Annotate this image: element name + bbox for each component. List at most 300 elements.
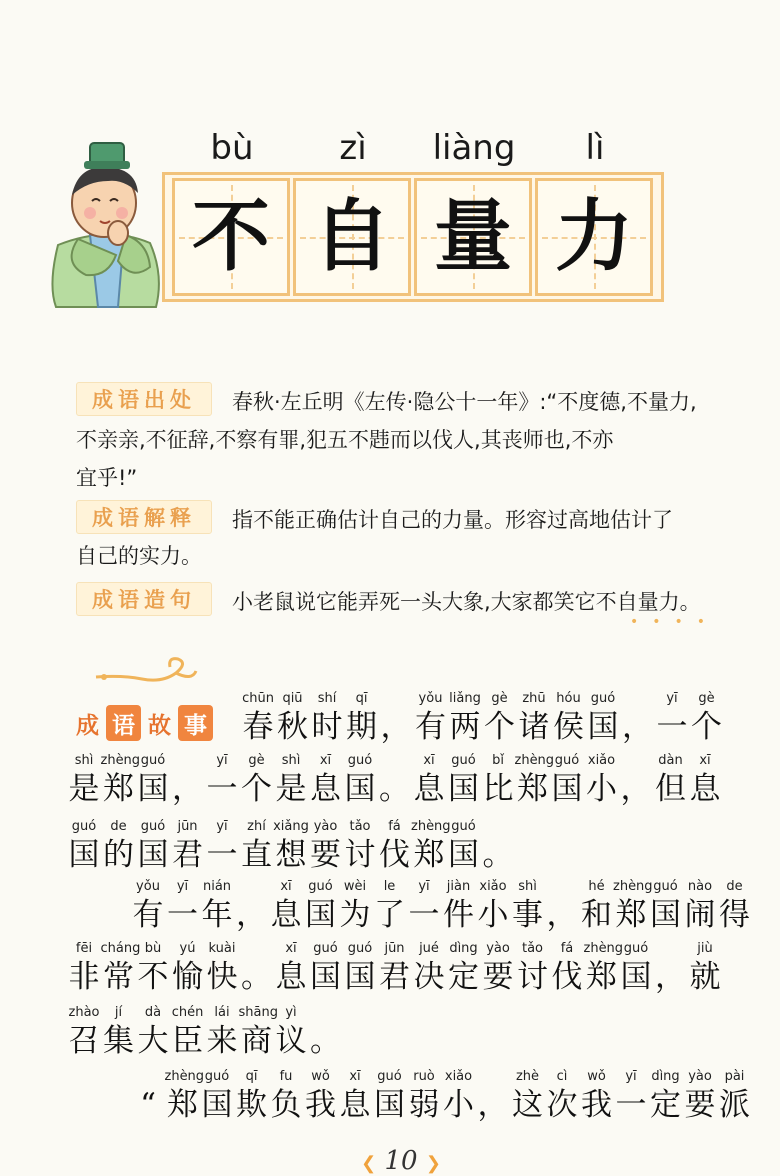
story-char-hanzi: 派: [719, 1087, 750, 1123]
story-char-hanzi: 国: [587, 709, 619, 745]
story-char: [170, 940, 206, 996]
story-char: [717, 878, 753, 934]
story-char: [100, 940, 141, 996]
source-line-3: 宜乎!”: [76, 466, 138, 490]
story-char: [377, 752, 413, 808]
story-char-hanzi: ，: [622, 709, 653, 745]
story-char-pinyin: xiǎo: [479, 879, 507, 894]
source-line-1: 春秋·左丘明《左传·隐公十一年》:“不度德,不量力,: [232, 390, 697, 414]
story-char: [273, 940, 309, 996]
story-char-hanzi: 郑: [517, 771, 548, 807]
story-char-pinyin: [308, 1004, 344, 1022]
story-char-pinyin: [653, 940, 689, 958]
title-pinyin-2: zì: [339, 128, 367, 168]
title-char-box-4: [535, 178, 653, 296]
story-char-hanzi: 非: [68, 959, 100, 995]
story-char-pinyin: chūn: [242, 691, 274, 706]
story-char: [406, 1068, 442, 1124]
story-char: [510, 1068, 546, 1124]
story-char-pinyin: de: [726, 879, 743, 894]
story-char-hanzi: 件: [443, 897, 474, 933]
story-char-hanzi: 国: [137, 771, 169, 807]
story-char-pinyin: [239, 940, 275, 958]
story-char: [66, 752, 102, 808]
story-char-hanzi: 息: [689, 771, 721, 807]
story-char-hanzi: 国: [448, 771, 479, 807]
story-char-pinyin: zhào: [68, 1005, 100, 1020]
story-char-pinyin: dàn: [658, 753, 683, 768]
story-char-pinyin: guó: [554, 753, 580, 768]
story-char-hanzi: 常: [103, 959, 134, 995]
story-char: [101, 818, 137, 874]
story-char: [135, 1004, 171, 1060]
story-char-pinyin: fēi: [75, 941, 93, 956]
story-char: [579, 878, 615, 934]
story-char-hanzi: 息: [413, 771, 445, 807]
story-char-pinyin: guó: [451, 753, 476, 768]
story-char-hanzi: 两: [449, 709, 481, 745]
story-char-hanzi: 国: [650, 897, 681, 933]
story-char-hanzi: 讨: [344, 837, 376, 873]
story-char-hanzi: 定: [448, 959, 479, 995]
story-char: [308, 818, 344, 874]
story-char-hanzi: 我: [305, 1087, 336, 1123]
story-char: [446, 940, 482, 996]
story-char: [446, 752, 482, 808]
story-char: [682, 1068, 718, 1124]
title-char-2: 自: [312, 192, 391, 282]
story-char-pinyin: yī: [625, 1069, 637, 1084]
story-char-pinyin: xī: [280, 879, 292, 894]
story-char-pinyin: zhèng: [100, 753, 141, 768]
story-char-pinyin: jué: [419, 941, 439, 956]
story-char: [309, 690, 345, 746]
story-char-hanzi: 想: [275, 837, 307, 873]
story-char: [482, 690, 518, 746]
story-char-pinyin: fá: [560, 941, 574, 956]
story-char-hanzi: 国: [68, 837, 100, 873]
story-char: [165, 878, 201, 934]
story-char-pinyin: jiù: [697, 941, 713, 956]
story-char-hanzi: 小: [443, 1087, 474, 1123]
title-char-box-2: [293, 178, 411, 296]
story-char: [544, 1068, 580, 1124]
story-char: [273, 752, 309, 808]
story-char-hanzi: 得: [719, 897, 750, 933]
story-tag-char-2: 语: [106, 705, 141, 741]
story-char: [717, 1068, 753, 1124]
story-char-hanzi: 国: [310, 959, 341, 995]
story-char-hanzi: 息: [275, 959, 307, 995]
story-char-hanzi: 一: [167, 897, 198, 933]
story-char-hanzi: “: [140, 1087, 156, 1123]
story-char-pinyin: wèi: [343, 879, 367, 894]
story-char: [135, 752, 171, 808]
story-char-pinyin: cì: [556, 1069, 568, 1084]
story-char-pinyin: yào: [313, 819, 338, 834]
story-char-hanzi: 有: [132, 897, 164, 933]
story-char: [135, 940, 171, 996]
story-char-hanzi: 国: [551, 771, 583, 807]
story-char-pinyin: zhèng: [411, 819, 451, 834]
story-char-pinyin: liǎng: [449, 691, 481, 706]
title-pinyin-4: lì: [585, 128, 605, 168]
story-char-hanzi: 来: [206, 1023, 238, 1059]
story-char-pinyin: [170, 752, 206, 770]
story-char-pinyin: shí: [317, 691, 337, 706]
story-char-pinyin: cháng: [100, 941, 141, 956]
story-char-hanzi: 次: [546, 1087, 578, 1123]
story-char-pinyin: shì: [74, 753, 94, 768]
title-char-3: 量: [433, 192, 512, 282]
story-tag-char-3: 故: [148, 712, 171, 739]
story-char-pinyin: hóu: [556, 691, 581, 706]
story-char: [377, 940, 413, 996]
story-char-hanzi: 商: [241, 1023, 272, 1059]
story-char: [342, 940, 378, 996]
source-line-2: 不亲亲,不征辞,不察有罪,犯五不韪而以伐人,其丧师也,不亦: [76, 428, 614, 452]
story-char-pinyin: xī: [319, 753, 332, 768]
story-char-hanzi: 负: [270, 1087, 302, 1123]
story-char-hanzi: 这: [512, 1087, 543, 1123]
story-char-hanzi: 郑: [615, 897, 647, 933]
title-pinyin-1: bù: [210, 128, 254, 168]
story-char-hanzi: 伐: [379, 837, 410, 873]
story-char: [372, 1068, 408, 1124]
story-char-pinyin: guó: [623, 941, 649, 956]
story-char-pinyin: le: [383, 879, 396, 894]
story-char: [204, 1004, 240, 1060]
story-char: [441, 878, 477, 934]
story-char-pinyin: hé: [588, 879, 605, 894]
story-char: [648, 1068, 684, 1124]
story-char-hanzi: 郑: [167, 1087, 198, 1123]
story-char-pinyin: dìng: [449, 941, 478, 956]
story-char-pinyin: yǒu: [136, 879, 160, 894]
story-char-hanzi: 国: [344, 771, 376, 807]
story-char-pinyin: jí: [114, 1005, 123, 1020]
story-char: [135, 818, 171, 874]
story-char-hanzi: 小: [586, 771, 617, 807]
left-ornament-icon: ❮: [361, 1153, 377, 1174]
story-char-pinyin: de: [110, 819, 127, 834]
story-char: [199, 878, 235, 934]
story-char-hanzi: 的: [103, 837, 134, 873]
story-char-pinyin: kuài: [208, 941, 236, 956]
story-char: [204, 818, 240, 874]
story-char-pinyin: xiǎo: [444, 1069, 473, 1084]
story-char-pinyin: xī: [349, 1069, 361, 1084]
story-char-hanzi: 我: [581, 1087, 612, 1123]
story-char-hanzi: 决: [413, 959, 445, 995]
story-char-hanzi: 侯: [553, 709, 584, 745]
story-char: [475, 1068, 511, 1124]
story-char: [514, 752, 555, 808]
story-char: [344, 690, 380, 746]
story-char-hanzi: 国: [448, 837, 479, 873]
story-char-hanzi: 召: [68, 1023, 100, 1059]
story-char: [413, 690, 449, 746]
story-char-hanzi: 一: [656, 709, 688, 745]
story-tag-char-4: 事: [178, 705, 213, 741]
story-char-pinyin: pài: [724, 1069, 745, 1084]
story-char-pinyin: nào: [687, 879, 713, 894]
story-char-pinyin: guó: [653, 879, 678, 894]
story-char: [204, 752, 240, 808]
story-char-pinyin: fá: [388, 819, 401, 834]
meaning-tag: 成语解释: [76, 500, 212, 534]
story-char-pinyin: zhèng: [164, 1069, 205, 1084]
story-char-hanzi: 欺: [236, 1087, 267, 1123]
story-char: [308, 940, 344, 996]
story-char-pinyin: xī: [285, 941, 297, 956]
story-char-pinyin: yī: [216, 753, 228, 768]
story-char-pinyin: qiū: [282, 691, 303, 706]
story-char-pinyin: guó: [451, 819, 476, 834]
example-line-1: 小老鼠说它能弄死一头大象,大家都笑它不自量力。: [232, 590, 701, 614]
story-char-pinyin: jūn: [384, 941, 405, 956]
story-char-hanzi: 闹: [684, 897, 716, 933]
story-char-hanzi: 议: [275, 1023, 307, 1059]
story-char-pinyin: wǒ: [311, 1069, 330, 1084]
story-char: [406, 878, 442, 934]
story-char: [411, 818, 451, 874]
story-char-pinyin: gè: [491, 691, 508, 706]
story-char-pinyin: shì: [518, 879, 537, 894]
meaning-line-2: 自己的实力。: [76, 544, 202, 568]
story-char: [204, 940, 240, 996]
story-char-hanzi: 不: [137, 959, 169, 995]
story-char: [239, 818, 275, 874]
story-char-pinyin: ruò: [413, 1069, 435, 1084]
story-char-hanzi: 一: [408, 897, 440, 933]
story-char-hanzi: 息: [339, 1087, 371, 1123]
story-char-hanzi: 为: [339, 897, 371, 933]
story-char-hanzi: 息: [310, 771, 341, 807]
story-char-pinyin: dìng: [651, 1069, 680, 1084]
story-char-pinyin: zhè: [515, 1069, 540, 1084]
story-char-pinyin: guó: [313, 941, 338, 956]
story-char-pinyin: yī: [418, 879, 430, 894]
story-char: [549, 752, 585, 808]
story-char: [337, 878, 373, 934]
story-char-hanzi: 郑: [103, 771, 134, 807]
story-char-pinyin: [475, 1068, 511, 1086]
story-char-pinyin: zhèng: [514, 753, 555, 768]
story-char: [613, 878, 653, 934]
story-char-hanzi: 臣: [172, 1023, 203, 1059]
story-char: [66, 818, 102, 874]
story-tag-char-1: 成: [76, 712, 99, 739]
meaning-line-1: 指不能正确估计自己的力量。形容过高地估计了: [232, 508, 673, 532]
story-char-hanzi: 集: [103, 1023, 134, 1059]
story-char-pinyin: yī: [216, 819, 228, 834]
story-char-pinyin: fu: [279, 1069, 293, 1084]
story-char-hanzi: 君: [172, 837, 203, 873]
story-char-pinyin: [618, 752, 654, 770]
story-char-hanzi: 就: [689, 959, 721, 995]
story-char: [199, 1068, 235, 1124]
story-char-hanzi: 期: [346, 709, 377, 745]
story-char-hanzi: 诸: [518, 709, 550, 745]
story-char: [273, 818, 309, 874]
story-char: [234, 1068, 270, 1124]
story-char-pinyin: yǒu: [418, 691, 443, 706]
story-char: [516, 690, 552, 746]
story-char: [613, 1068, 649, 1124]
story-char-pinyin: yī: [176, 879, 189, 894]
story-char-hanzi: ，: [546, 897, 578, 933]
story-char: [475, 878, 511, 934]
story-char: [239, 752, 275, 808]
story-char: [654, 690, 690, 746]
story-char-pinyin: yào: [688, 1069, 712, 1084]
page-number: [356, 1146, 446, 1176]
story-char-hanzi: 年: [201, 897, 233, 933]
source-tag: 成语出处: [76, 382, 212, 416]
story-char: [378, 690, 414, 746]
story-char-hanzi: ，: [380, 709, 412, 745]
story-char-hanzi: 一: [206, 837, 238, 873]
story-char: [303, 1068, 339, 1124]
story-char-pinyin: [377, 752, 413, 770]
story-char-hanzi: 弱: [408, 1087, 440, 1123]
example-tag: 成语造句: [76, 582, 212, 616]
story-char-pinyin: xiǎng: [273, 819, 309, 834]
story-char: [66, 1004, 102, 1060]
story-char: [544, 878, 580, 934]
story-char: [342, 818, 378, 874]
story-char-pinyin: gè: [248, 753, 265, 768]
story-char-pinyin: tǎo: [521, 941, 544, 956]
title-pinyin-3: liàng: [432, 128, 516, 168]
story-char-pinyin: guó: [347, 753, 373, 768]
story-char-pinyin: zhèng: [583, 941, 624, 956]
story-char-pinyin: guó: [71, 819, 97, 834]
story-char-pinyin: xī: [423, 753, 435, 768]
story-char-hanzi: 秋: [277, 709, 308, 745]
story-char: [583, 940, 624, 996]
story-char: [170, 1004, 206, 1060]
story-char: [164, 1068, 205, 1124]
story-char-pinyin: [480, 818, 516, 836]
story-char: [238, 1004, 278, 1060]
story-char-pinyin: yī: [666, 691, 678, 706]
story-char-hanzi: 讨: [517, 959, 548, 995]
story-char-pinyin: yú: [179, 941, 196, 956]
story-char: [441, 1068, 477, 1124]
story-char-pinyin: qī: [245, 1069, 258, 1084]
story-char-pinyin: zhū: [522, 691, 546, 706]
right-ornament-icon: ❯: [425, 1153, 441, 1174]
story-char-hanzi: 大: [137, 1023, 169, 1059]
story-char-hanzi: 直: [241, 837, 272, 873]
story-char-hanzi: 快: [206, 959, 238, 995]
story-char-hanzi: 君: [379, 959, 410, 995]
story-char: [549, 940, 585, 996]
story-char-pinyin: shì: [281, 753, 301, 768]
cloud-ornament-icon: [92, 655, 202, 691]
story-char: [411, 752, 447, 808]
story-char-pinyin: [234, 878, 270, 896]
story-char: [342, 752, 378, 808]
story-char-pinyin: [130, 1068, 166, 1086]
story-char-hanzi: 要: [482, 959, 514, 995]
story-char: [268, 1068, 304, 1124]
title-char-4: 力: [554, 192, 633, 282]
story-char-hanzi: 息: [270, 897, 302, 933]
story-char-hanzi: 个: [241, 771, 272, 807]
story-char: [584, 752, 620, 808]
story-char-pinyin: guó: [347, 941, 373, 956]
story-char-hanzi: 事: [512, 897, 543, 933]
story-char-pinyin: nián: [202, 879, 232, 894]
story-char-hanzi: ，: [655, 959, 686, 995]
story-char-hanzi: 。: [310, 1023, 341, 1059]
story-char-hanzi: 愉: [172, 959, 203, 995]
story-char: [377, 818, 413, 874]
story-char-hanzi: ，: [172, 771, 203, 807]
story-char: [510, 878, 546, 934]
story-char: [303, 878, 339, 934]
story-char: [585, 690, 621, 746]
story-char: [308, 752, 344, 808]
story-char-hanzi: ，: [620, 771, 652, 807]
story-char-hanzi: 小: [477, 897, 509, 933]
story-char: [170, 818, 206, 874]
story-char: [480, 940, 516, 996]
story-char: [447, 690, 483, 746]
story-char-hanzi: 个: [691, 709, 722, 745]
story-char: [308, 1004, 344, 1060]
story-char-hanzi: 春: [242, 709, 274, 745]
story-char-pinyin: jūn: [177, 819, 198, 834]
story-char-hanzi: 国: [201, 1087, 233, 1123]
story-char: [579, 1068, 615, 1124]
story-char-pinyin: yào: [486, 941, 510, 956]
story-char: [653, 940, 689, 996]
story-char: [687, 752, 723, 808]
story-char: [239, 940, 275, 996]
story-char: [480, 818, 516, 874]
story-char-pinyin: xiǎo: [587, 753, 616, 768]
title-char-1: 不: [191, 192, 270, 282]
story-char: [480, 752, 516, 808]
story-char: [687, 940, 723, 996]
story-char: [170, 752, 206, 808]
story-char: [268, 878, 304, 934]
story-char-pinyin: zhèng: [613, 879, 653, 894]
story-char: [372, 878, 408, 934]
story-char: [620, 690, 656, 746]
story-char: [234, 878, 270, 934]
page-number-value: 10: [384, 1146, 418, 1176]
story-char-pinyin: [620, 690, 656, 708]
story-char-pinyin: guó: [308, 879, 333, 894]
story-char-pinyin: lái: [214, 1005, 230, 1020]
story-char-pinyin: wǒ: [587, 1069, 606, 1084]
story-char-hanzi: 是: [68, 771, 100, 807]
story-char-pinyin: chén: [171, 1005, 204, 1020]
story-char: [515, 940, 551, 996]
story-char-pinyin: [544, 878, 580, 896]
story-char-hanzi: 是: [275, 771, 307, 807]
story-char-hanzi: ，: [236, 897, 267, 933]
story-char-hanzi: 一: [206, 771, 238, 807]
story-char-pinyin: [378, 690, 414, 708]
story-char-hanzi: 要: [310, 837, 341, 873]
story-char: [240, 690, 276, 746]
